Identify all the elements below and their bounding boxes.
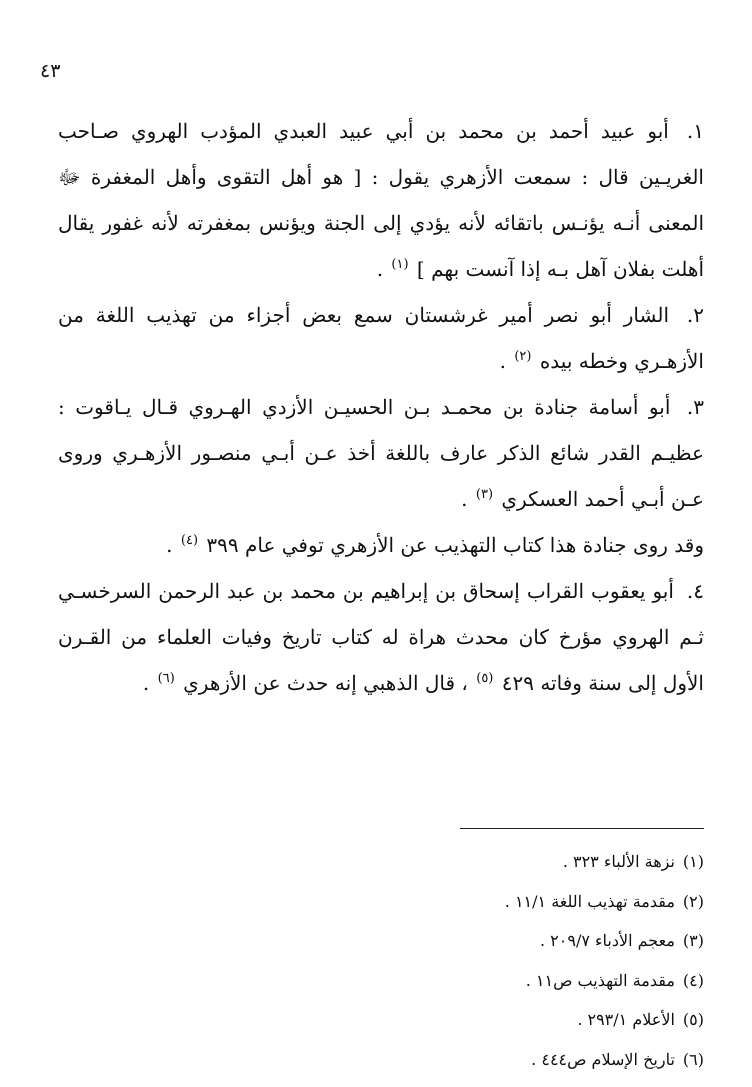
footnote-number: (٤) [682, 970, 704, 990]
entry-number: ٤. [686, 579, 704, 603]
entry-text: الشار أبو نصر أمير غرشستان سمع بعض أجزاء من تهذيب اللغة من الأزهـري وخطه بيده [58, 303, 704, 373]
entry-end: . [376, 257, 384, 281]
footnote-number: (٢) [682, 891, 704, 911]
entry-4 [58, 568, 704, 706]
entry-number: ٢. [686, 303, 704, 327]
footnote-1 [300, 842, 704, 882]
footnote-number: (٥) [682, 1010, 704, 1029]
footnote-ref[interactable]: (٥) [476, 671, 494, 687]
footnote-text: تاريخ الإسلام ص٤٤٤ . [531, 1049, 675, 1069]
footnote-5 [300, 1000, 704, 1040]
page-number: ٤٣ [40, 60, 61, 82]
footnote-divider [460, 828, 704, 829]
footnote-text: مقدمة تهذيب اللغة ١١/١ . [504, 891, 675, 911]
footnote-number: (٣) [682, 931, 704, 950]
entry-text: أبو يعقوب القراب إسحاق بن إبراهيم بن محمد بن عبد الرحمن السرخسـي ثـم الهروي مؤرخ كان محدث هراة له كتاب تاريخ وفيات العلماء من القـرن الأول إلى سنة وفاته ٤٢٩ [58, 579, 704, 695]
footnote-text: الأعلام ٢٩٣/١ . [577, 1010, 675, 1029]
footnote-number: (٦) [682, 1049, 704, 1069]
entry-3 [58, 384, 704, 522]
entry-text: وقد روى جنادة هذا كتاب التهذيب عن الأزهري توفي عام ٣٩٩ [206, 533, 704, 557]
footnote-number: (١) [682, 852, 704, 871]
entry-text-continued: ، قال الذهبي إنه حدث عن الأزهري [183, 671, 468, 695]
entry-3-note [58, 522, 704, 568]
entry-number: ١. [686, 119, 704, 143]
footnote-3 [300, 921, 704, 961]
footnote-6 [300, 1040, 704, 1080]
entry-number: ٣. [686, 395, 704, 419]
footnote-4 [300, 961, 704, 1001]
main-text [58, 108, 704, 706]
footnote-text: نزهة الألباء ٣٢٣ . [562, 852, 675, 871]
footnote-ref[interactable]: (٢) [514, 349, 532, 365]
entry-1 [58, 108, 704, 292]
footnote-text: مقدمة التهذيب ص١١ . [525, 970, 675, 990]
entry-text: أبو عبيد أحمد بن محمد بن أبي عبيد العبدي المؤدب الهروي صـاحب الغريـين قال : سمعت الأزهري يقول : [ هو أهل التقوى وأهل المغفرة ﷻ المعنى أنـه يؤنـس باتقائه لأنه يؤدي إلى الجنة ويؤنس بمغفرته لأنه غفور يقال أهلت بفلان آهل بـه إذا آنست بهم ] [58, 119, 704, 281]
entry-end: . [142, 671, 150, 695]
footnote-ref[interactable]: (٣) [475, 487, 494, 503]
entry-text: أبو أسامة جنادة بن محمـد بـن الحسيـن الأزدي الهـروي قـال يـاقوت : عظيـم القدر شائع الذكر عارف باللغة أخذ عـن أبـي منصـور الأزهـري وروى عـن أبـي أحمد العسكري [58, 395, 704, 511]
footnote-ref[interactable]: (١) [391, 257, 409, 273]
footnote-ref[interactable]: (٤) [180, 533, 199, 549]
footnote-2 [300, 882, 704, 922]
footnote-ref[interactable]: (٦) [157, 671, 175, 687]
entry-2 [58, 292, 704, 384]
entry-end: . [461, 487, 468, 511]
entry-end: . [499, 349, 506, 373]
entry-end: . [166, 533, 173, 557]
footnote-text: معجم الأدباء ٢٠٩/٧ . [539, 931, 675, 950]
footnotes [300, 842, 704, 1079]
